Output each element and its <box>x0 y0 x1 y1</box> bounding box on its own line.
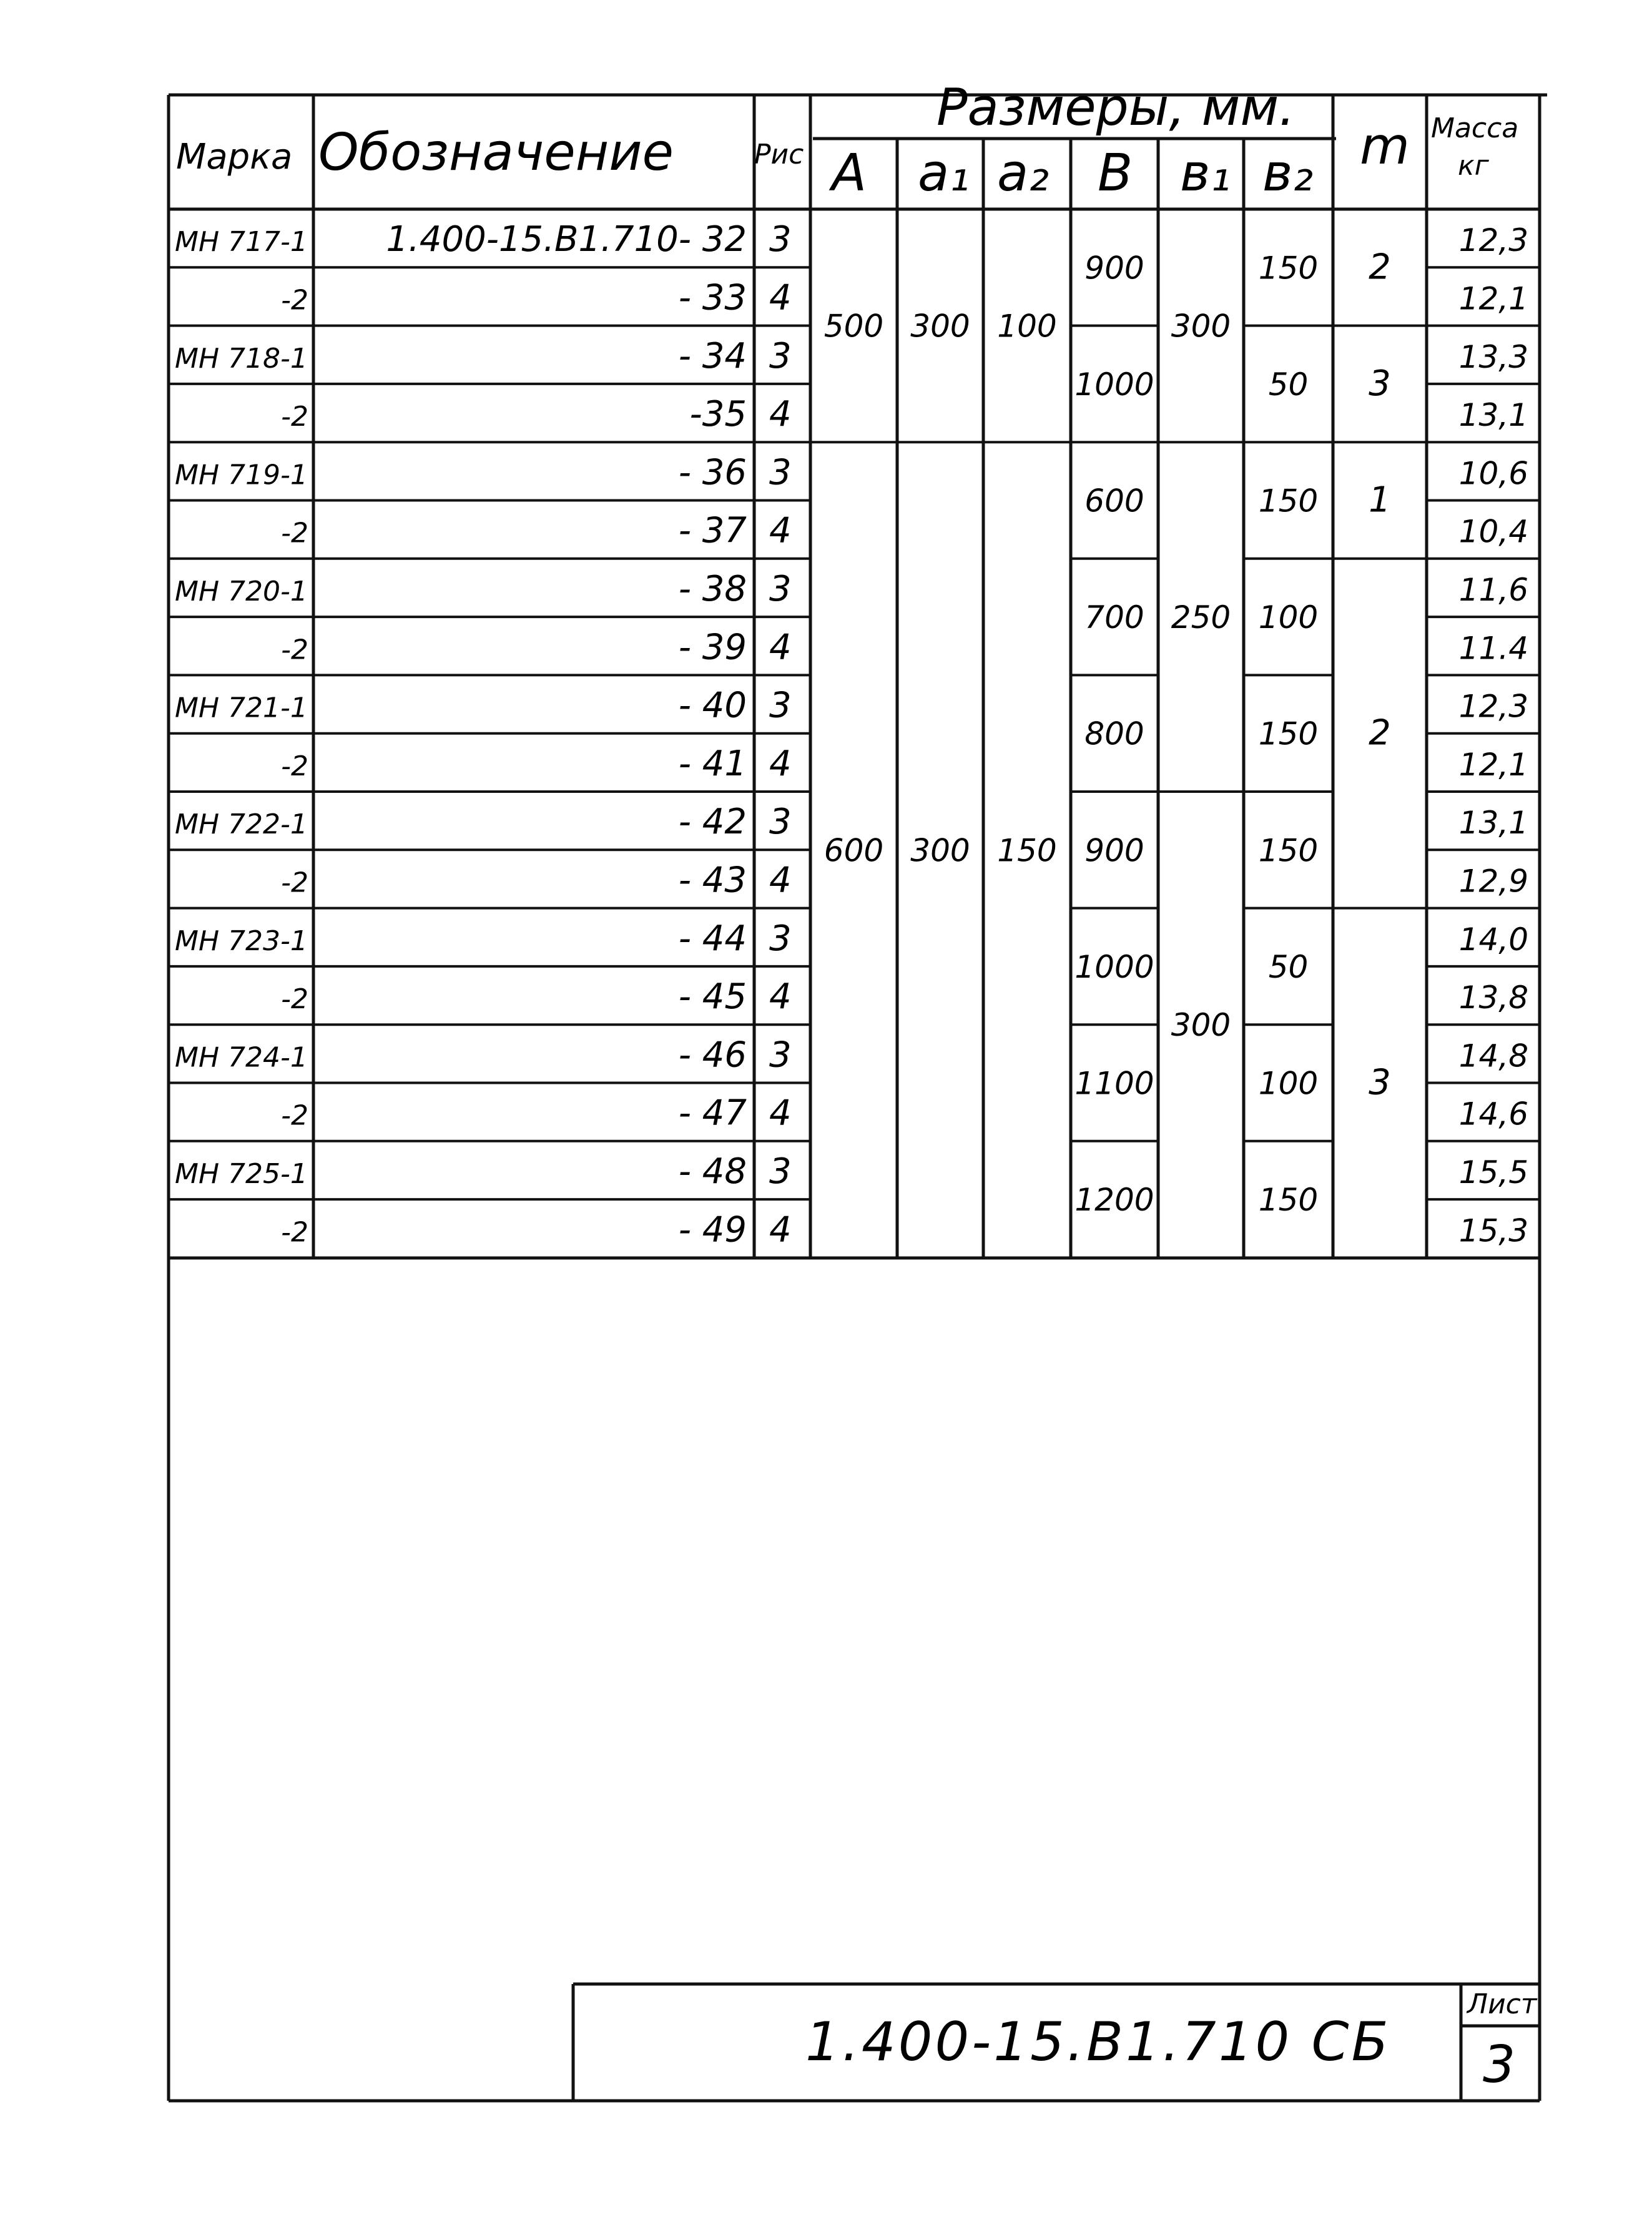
designation-cell: - 41 <box>678 743 747 784</box>
ris-cell: 4 <box>769 627 792 668</box>
size-B-cell: 900 <box>1084 832 1144 869</box>
header-m: m <box>1360 117 1410 176</box>
ris-cell: 4 <box>769 976 792 1018</box>
mass-cell: 15,3 <box>1458 1212 1528 1249</box>
marka-cell: МН 725-1 <box>175 1157 308 1190</box>
size-B-cell: 700 <box>1084 599 1144 636</box>
size-b2-cell: 150 <box>1258 250 1319 287</box>
ris-cell: 3 <box>769 918 792 959</box>
size-m-cell: 3 <box>1369 363 1391 404</box>
size-b2-cell: 100 <box>1258 599 1319 636</box>
ris-cell: 3 <box>769 802 792 843</box>
size-b2-cell: 150 <box>1258 483 1319 519</box>
designation-cell: - 39 <box>678 627 747 668</box>
designation-cell: - 34 <box>678 335 747 376</box>
header-marka: Марка <box>176 137 293 177</box>
header-ris: Рис <box>754 139 804 170</box>
mass-cell: 14,0 <box>1458 921 1528 958</box>
marka-cell: -2 <box>281 1216 308 1249</box>
header-a1: а₁ <box>918 144 970 203</box>
header-b1: в₁ <box>1180 144 1231 203</box>
size-m-cell: 3 <box>1369 1062 1391 1103</box>
size-A-cell: 600 <box>824 832 884 869</box>
column-mass <box>1459 222 1528 1249</box>
designation-cell: - 48 <box>678 1151 747 1192</box>
size-B-cell: 600 <box>1084 483 1144 519</box>
mass-cell: 12,1 <box>1458 280 1528 317</box>
marka-cell: -2 <box>281 1099 308 1132</box>
ris-cell: 3 <box>769 335 792 376</box>
marka-cell: МН 718-1 <box>175 342 308 375</box>
sheet-label: Лист <box>1467 1988 1537 2020</box>
designation-cell: - 40 <box>678 685 747 726</box>
ris-cell: 3 <box>769 219 792 260</box>
designation-cell: - 37 <box>678 510 747 551</box>
size-a2-cell: 150 <box>997 832 1057 869</box>
mass-cell: 14,6 <box>1458 1096 1528 1132</box>
size-a2-cell: 100 <box>997 308 1057 345</box>
ris-cell: 4 <box>769 1093 792 1134</box>
size-m-cell: 1 <box>1369 479 1391 521</box>
mass-cell: 13,3 <box>1458 338 1528 375</box>
designation-cell: - 33 <box>678 277 747 318</box>
marka-cell: МН 719-1 <box>175 459 308 491</box>
header-razmery: Размеры, мм. <box>937 78 1296 137</box>
ris-cell: 4 <box>769 277 792 318</box>
ris-cell: 3 <box>769 1034 792 1076</box>
size-B-cell: 1000 <box>1074 948 1154 985</box>
size-b2-cell: 50 <box>1268 366 1309 403</box>
mass-cell: 12,3 <box>1458 222 1528 259</box>
table-grid <box>169 95 1547 2101</box>
document-number: 1.400-15.В1.710 СБ <box>805 2011 1391 2073</box>
marka-cell: -2 <box>281 401 308 433</box>
sheet-number: 3 <box>1483 2035 1516 2095</box>
marka-cell: МН 721-1 <box>175 692 308 724</box>
size-b1-cell: 300 <box>1171 308 1231 345</box>
designation-cell: -35 <box>689 394 747 435</box>
header-a2: а₂ <box>997 144 1050 203</box>
mass-cell: 12,3 <box>1458 688 1528 725</box>
marka-cell: -2 <box>281 517 308 549</box>
size-m-cell: 2 <box>1369 247 1391 288</box>
title-block <box>573 1984 1540 2101</box>
mass-cell: 11.4 <box>1458 630 1528 667</box>
ris-cell: 3 <box>769 568 792 609</box>
merged-size-cells <box>824 247 1391 1218</box>
size-B-cell: 1200 <box>1074 1182 1154 1219</box>
designation-cell: - 47 <box>678 1093 747 1134</box>
mass-cell: 10,4 <box>1458 513 1528 550</box>
size-b1-cell: 300 <box>1171 1007 1231 1044</box>
mass-cell: 14,8 <box>1458 1038 1528 1074</box>
size-b2-cell: 150 <box>1258 832 1319 869</box>
mass-cell: 13,1 <box>1458 805 1528 842</box>
ris-cell: 4 <box>769 1209 792 1250</box>
size-a1-cell: 300 <box>910 308 970 345</box>
size-m-cell: 2 <box>1369 712 1391 754</box>
size-a1-cell: 300 <box>910 832 970 869</box>
mass-cell: 13,8 <box>1458 980 1528 1016</box>
marka-cell: -2 <box>281 750 308 782</box>
size-B-cell: 800 <box>1084 715 1144 752</box>
marka-cell: МН 717-1 <box>175 226 308 258</box>
designation-cell: - 45 <box>678 976 747 1018</box>
ris-cell: 4 <box>769 743 792 784</box>
size-A-cell: 500 <box>824 308 884 345</box>
marka-cell: МН 723-1 <box>175 925 308 957</box>
header-massa: Масса <box>1431 112 1519 144</box>
header-B: В <box>1098 144 1133 203</box>
marka-cell: -2 <box>281 867 308 899</box>
designation-cell: - 44 <box>678 918 747 959</box>
table-header <box>176 78 1518 203</box>
marka-cell: МН 722-1 <box>175 808 308 841</box>
designation-cell: 1.400-15.В1.710- 32 <box>386 219 747 260</box>
marka-cell: -2 <box>281 634 308 666</box>
ris-cell: 4 <box>769 394 792 435</box>
ris-cell: 3 <box>769 452 792 493</box>
marka-cell: МН 720-1 <box>175 575 308 607</box>
marka-cell: -2 <box>281 983 308 1016</box>
designation-cell: - 43 <box>678 860 747 901</box>
size-b2-cell: 100 <box>1258 1065 1319 1102</box>
mass-cell: 12,1 <box>1458 746 1528 783</box>
marka-cell: -2 <box>281 284 308 317</box>
ris-cell: 4 <box>769 860 792 901</box>
ris-cell: 4 <box>769 510 792 551</box>
column-ris <box>769 219 792 1250</box>
ris-cell: 3 <box>769 685 792 726</box>
designation-cell: - 38 <box>678 568 747 609</box>
size-B-cell: 1100 <box>1074 1065 1154 1102</box>
size-b1-cell: 250 <box>1171 599 1231 636</box>
header-b2: в₂ <box>1262 144 1314 203</box>
header-kg: кг <box>1458 150 1489 182</box>
size-b2-cell: 150 <box>1258 1182 1319 1219</box>
column-designation <box>386 219 747 1250</box>
mass-cell: 11,6 <box>1458 571 1528 608</box>
size-B-cell: 1000 <box>1074 366 1154 403</box>
size-b2-cell: 50 <box>1268 948 1309 985</box>
designation-cell: - 49 <box>678 1209 747 1250</box>
mass-cell: 13,1 <box>1458 397 1528 434</box>
marka-cell: МН 724-1 <box>175 1041 308 1074</box>
size-B-cell: 900 <box>1084 250 1144 287</box>
header-oboznachenie: Обозначение <box>318 123 674 182</box>
mass-cell: 10,6 <box>1458 455 1528 492</box>
ris-cell: 3 <box>769 1151 792 1192</box>
mass-cell: 15,5 <box>1458 1154 1528 1191</box>
designation-cell: - 42 <box>678 802 747 843</box>
header-A: А <box>832 144 867 203</box>
designation-cell: - 36 <box>678 452 747 493</box>
mass-cell: 12,9 <box>1458 863 1528 900</box>
column-marka <box>175 226 308 1248</box>
size-b2-cell: 150 <box>1258 715 1319 752</box>
designation-cell: - 46 <box>678 1034 747 1076</box>
